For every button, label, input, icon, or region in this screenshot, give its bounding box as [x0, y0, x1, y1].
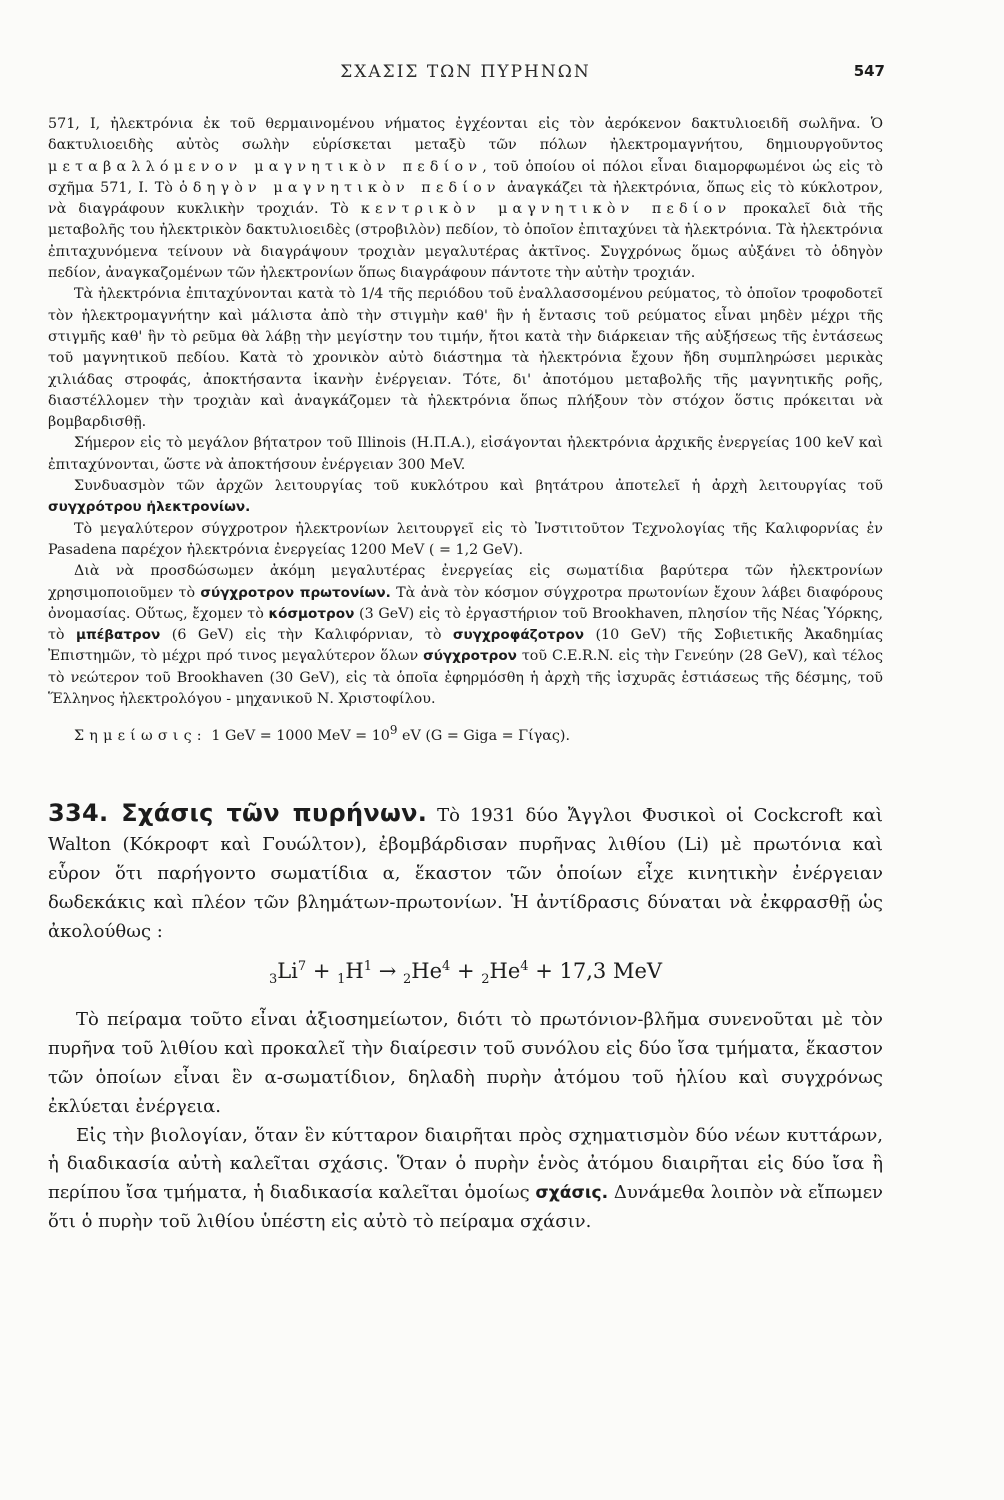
- page-number: 547: [853, 62, 885, 80]
- arrow-icon: →: [372, 959, 403, 984]
- paragraph: Σήμερον εἰς τὸ μεγάλον βήτατρον τοῦ Illinois (Η.Π.Α.), εἰσάγονται ἠλεκτρόνια ἀρχικῆς ἐνεργείας 100 keV καὶ ἐπιταχύνονται, ὥστε νὰ ἀποκτήσουν ἐνέργειαν 300 MeV.: [48, 435, 883, 473]
- paragraph: Εἰς τὴν βιολογίαν, ὅταν ἓν κύτταρον διαιρῆται πρὸς σχηματισμὸν δύο νέων κυττάρων, ἡ διαδικασία αὐτὴ καλεῖται σχάσις. Ὅταν ὁ πυρὴν ἑνὸς ἀτόμου διαιρῆται εἰς δύο ἴσα ἢ περίπου ἴσα τμήματα, ἡ διαδικασία καλεῖται ὁμοίως σχάσις. Δυνάμεθα λοιπὸν νὰ εἴπωμεν ὅτι ὁ πυρὴν τοῦ λιθίου ὑπέστη εἰς αὐτὸ τὸ πείραμα σχάσιν.: [48, 1124, 883, 1232]
- paragraph: Συνδυασμὸν τῶν ἀρχῶν λειτουργίας τοῦ κυκλότρου καὶ βητάτρου ἀποτελεῖ ἡ ἀρχὴ λειτουργίας τοῦ συγχρότρου ἠλεκτρονίων.: [48, 478, 883, 516]
- paragraph: Διὰ νὰ προσδώσωμεν ἀκόμη μεγαλυτέρας ἐνεργείας εἰς σωματίδια βαρύτερα τῶν ἠλεκτρονίων χρησιμοποιοῦμεν τὸ σύγχροτρον πρωτονίων. Τὰ ἀνὰ τὸν κόσμον σύγχροτρα πρωτονίων ἔχουν λάβει διαφόρους ὀνομασίας. Οὕτως, ἔχομεν τὸ κόσμοτρον (3 GeV) εἰς τὸ ἐργαστήριον τοῦ Brookhaven, πλησίον τῆς Νέας Ὑόρκης, τὸ μπέβατρον (6 GeV) εἰς τὴν Καλιφόρνιαν, τὸ συγχροφάζοτρον (10 GeV) τῆς Σοβιετικῆς Ἀκαδημίας Ἐπιστημῶν, τὸ μέχρι πρό τινος μεγαλύτερον ὅλων σύγχροτρον τοῦ C.E.R.N. εἰς τὴν Γενεύην (28 GeV), καὶ τέλος τὸ νεώτερον τοῦ Brookhaven (30 GeV), εἰς τὰ ὁποῖα ἐφηρμόσθη ἡ ἀρχὴ τῆς ἰσχυρᾶς ἑστιάσεως τῆς δέσμης, τοῦ Ἕλληνος ἠλεκτρολόγου - μηχανικοῦ Ν. Χριστοφίλου.: [48, 563, 883, 708]
- section-title: 334. Σχάσις τῶν πυρήνων.: [48, 799, 428, 828]
- page: [48, 62, 883, 1237]
- paragraph: Τὸ μεγαλύτερον σύγχροτρον ἠλεκτρονίων λειτουργεῖ εἰς τὸ Ἰνστιτοῦτον Τεχνολογίας τῆς Καλιφορνίας ἐν Pasadena παρέχον ἠλεκτρόνια ἐνεργείας 1200 MeV ( = 1,2 GeV).: [48, 520, 883, 558]
- paragraph: 571, Ι, ἠλεκτρόνια ἐκ τοῦ θερμαινομένου νήματος ἐγχέονται εἰς τὸν ἀερόκενον δακτυλιοειδῆ σωλῆνα. Ὁ δακτυλιοειδὴς αὐτὸς σωλὴν εὑρίσκεται μεταξὺ τῶν πόλων ἠλεκτρομαγνήτου, δημιουργοῦντος μεταβαλλόμενον μαγνητικὸν πεδίον, τοῦ ὁποίου οἱ πόλοι εἶναι διαμορφωμένοι ὡς εἰς τὸ σχῆμα 571, Ι. Τὸ ὁδηγὸν μαγνητικὸν πεδίον ἀναγκάζει τὰ ἠλεκτρόνια, ὅπως εἰς τὸ κύκλοτρον, νὰ διαγράφουν κυκλικὴν τροχιάν. Τὸ κεντρικὸν μαγνητικὸν πεδίον προκαλεῖ διὰ τῆς μεταβολῆς του ἠλεκτρικὸν δακτυλιοειδὲς (στροβιλὸν) πεδίον, τὸ ὁποῖον ἐπιταχύνει τὰ ἠλεκτρόνια. Τὰ ἠλεκτρόνια ἐπιταχυνόμενα τείνουν νὰ διαγράψουν τροχιὰν μεγαλυτέρας ἀκτῖνος. Συγχρόνως ὅμως αὐξάνει τὸ ὁδηγὸν πεδίον, ἀναγκαζομένων τῶν ἠλεκτρονίων ὅπως διαγράφουν πάντοτε τὴν αὐτὴν τροχιάν.: [48, 116, 883, 282]
- page-header: [48, 62, 883, 92]
- running-head: ΣΧΑΣΙΣ ΤΩΝ ΠΥΡΗΝΩΝ: [340, 62, 591, 82]
- paragraph: Τὸ πείραμα τοῦτο εἶναι ἀξιοσημείωτον, διότι τὸ πρωτόνιον-βλῆμα συνενοῦται μὲ τὸν πυρῆνα τοῦ λιθίου καὶ προκαλεῖ τὴν διαίρεσιν τοῦ συνόλου εἰς δύο ἴσα τμήματα, ἕκαστον τῶν ὁποίων εἶναι ἓν α-σωματίδιον, δηλαδὴ πυρὴν ἀτόμου τοῦ ἡλίου καὶ συγχρόνως ἐκλύεται ἐνέργεια.: [48, 1009, 883, 1117]
- reaction-equation: $_3Li^7 + _1H^1 \to _2He^4 + _2He^4 + 17,3$ MeV: [268, 959, 663, 988]
- note: Σημείωσις: 1 GeV = 1000 MeV = $10^9$ eV (G = Giga = Γίγας).: [74, 723, 571, 745]
- section-lead-paragraph: 334. Σχάσις τῶν πυρήνων. Τὸ 1931 δύο Ἄγγλοι Φυσικοὶ οἱ Cockcroft καὶ Walton (Κόκροφτ καὶ Γουώλτον), ἐβομβάρδισαν πυρῆνας λιθίου (Li) μὲ πρωτόνια καὶ εὗρον ὅτι παρήγοντο σωματίδια α, ἕκαστον τῶν ὁποίων εἶχε κινητικὴν ἐνέργειαν δωδεκάκις καὶ πλέον τῶν βλημάτων-πρωτονίων. Ἡ ἀντίδρασις δύναται νὰ ἐκφρασθῇ ὡς ἀκολούθως :: [48, 799, 883, 942]
- section-334: [48, 799, 883, 1236]
- paragraph: Τὰ ἠλεκτρόνια ἐπιταχύνονται κατὰ τὸ 1/4 τῆς περιόδου τοῦ ἐναλλασσομένου ρεύματος, τὸ ὁποῖον τροφοδοτεῖ τὸν ἠλεκτρομαγνήτην καὶ μάλιστα ἀπὸ τὴν στιγμὴν καθ' ἣν ἡ ἔντασις τοῦ ρεύματος εἶναι μηδὲν μέχρι τῆς στιγμῆς καθ' ἣν τὸ ρεῦμα θὰ λάβῃ τὴν μεγίστην του τιμήν, ἤτοι κατὰ τὴν διάρκειαν τῆς αὐξήσεως τῆς ἐντάσεως τοῦ μαγνητικοῦ πεδίου. Κατὰ τὸ χρονικὸν αὐτὸ διάστημα τὰ ἠλεκτρόνια ἔχουν ἤδη συμπληρώσει μερικὰς χιλιάδας στροφάς, ἀποκτήσαντα ἱκανὴν ἐνέργειαν. Τότε, δι' ἀποτόμου μεταβολῆς τῆς μαγνητικῆς ροῆς, διαστέλλομεν τὴν τροχιὰν καὶ ἀναγκάζομεν τὰ ἠλεκτρόνια ὅπως πλήξουν τὸν στόχον ὅστις πρόκειται νὰ βομβαρδισθῇ.: [48, 286, 883, 431]
- betatron-text: [48, 114, 883, 747]
